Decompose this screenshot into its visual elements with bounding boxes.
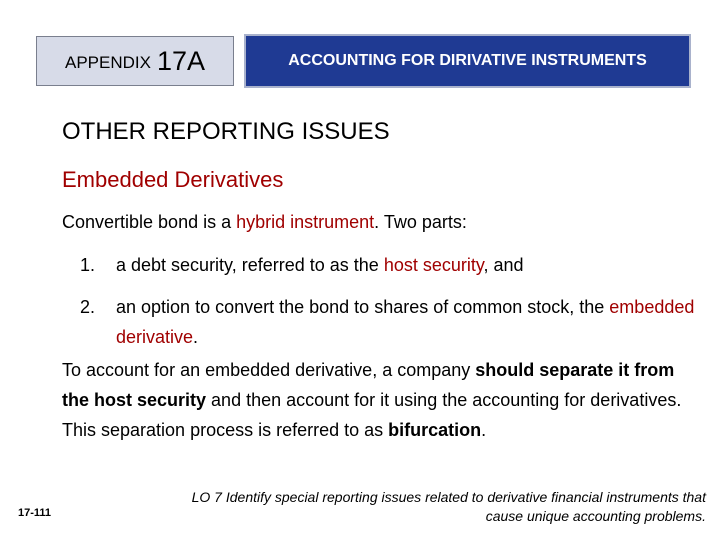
paragraph-text: To account for an embedded derivative, a company xyxy=(62,360,476,380)
chapter-title: ACCOUNTING FOR DIRIVATIVE INSTRUMENTS xyxy=(288,52,647,69)
list-item-suffix: . xyxy=(193,327,199,347)
list-item-text: an option to convert the bond to shares of common stock, the xyxy=(116,297,610,317)
list-item-text: a debt security, referred to as the xyxy=(116,255,384,275)
section-heading: OTHER REPORTING ISSUES xyxy=(62,118,390,145)
paragraph-text-2: and then account for it using the accounting for derivatives. This separation process is referred to as xyxy=(62,390,682,440)
slide-number: 17-111 xyxy=(18,507,52,519)
parts-list xyxy=(80,250,700,364)
section-subheading: Embedded Derivatives xyxy=(62,167,284,192)
list-item-suffix: , and xyxy=(483,255,524,275)
paragraph-bold-1: should separate it from the host security xyxy=(62,360,675,410)
paragraph-bold-2: bifurcation xyxy=(388,420,482,440)
bifurcation-paragraph xyxy=(62,355,702,445)
appendix-badge xyxy=(36,36,234,86)
list-item-term: embedded derivative xyxy=(116,297,695,347)
list-item-number: 2. xyxy=(80,297,96,317)
paragraph-text-3: . xyxy=(481,420,487,440)
list-item-term: host security xyxy=(383,255,484,275)
chapter-title-banner xyxy=(244,34,691,88)
learning-objective: LO 7 Identify special reporting issues related to derivative financial instruments that cause unique accounting problems. xyxy=(191,489,706,524)
intro-line xyxy=(62,207,467,237)
intro-term: hybrid instrument xyxy=(236,212,375,232)
list-item-number: 1. xyxy=(80,255,96,275)
intro-suffix: . Two parts: xyxy=(374,212,467,232)
intro-text: Convertible bond is a xyxy=(62,212,237,232)
list-item xyxy=(80,250,700,280)
appendix-label: APPENDIX xyxy=(64,53,151,72)
appendix-number: 17A xyxy=(156,45,206,76)
list-item xyxy=(80,292,700,352)
